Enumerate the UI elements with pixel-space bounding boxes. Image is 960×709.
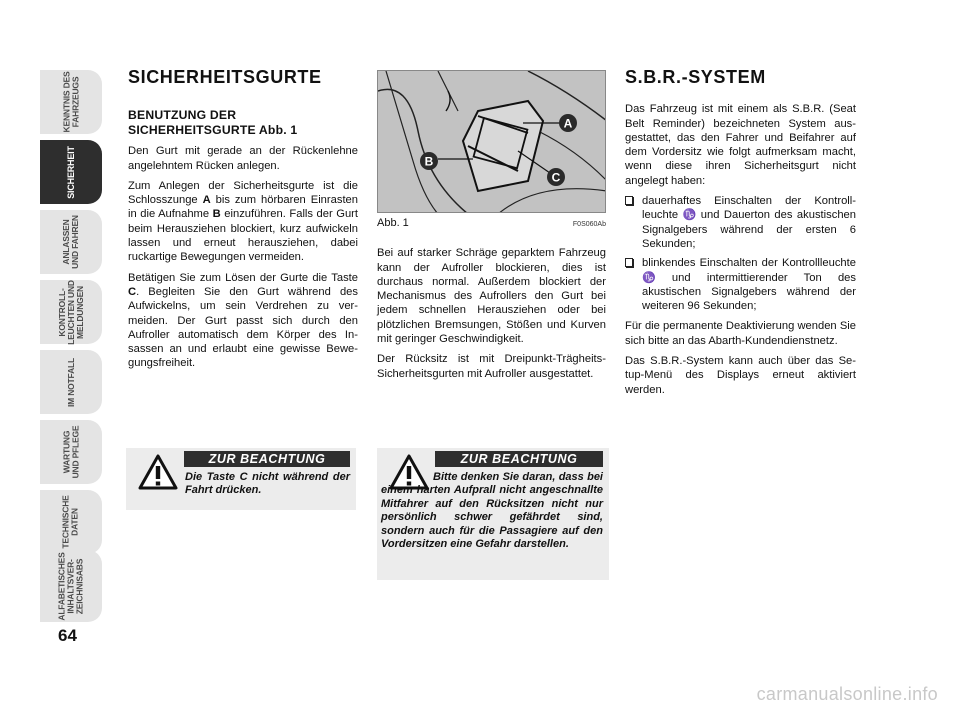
- figure-seatbelt-buckle: [377, 70, 606, 213]
- callout-c-label: C: [551, 170, 561, 185]
- label-a: A: [202, 194, 211, 207]
- tab-kontrollleuchten[interactable]: [40, 280, 102, 344]
- tab-sicherheit[interactable]: [40, 140, 102, 204]
- figure-code: F0S060Ab: [572, 221, 606, 228]
- text-run: und Dauerton des akustischen Signalgebers während der ersten 6 Sekunden;: [642, 209, 856, 250]
- warning-box: [126, 448, 356, 510]
- tab-label: ANLASSEN UND FAHREN: [60, 215, 80, 269]
- column-figure: [377, 70, 606, 387]
- list-item: [625, 194, 856, 251]
- section-title: SICHERHEITSGURTE: [128, 67, 322, 87]
- text-run: bis zum hörbaren Einrasten in die Aufnahme: [128, 194, 358, 221]
- subsection-title-line1: BENUTZUNG DER: [128, 108, 237, 123]
- tab-label: TECHNISCHE DATEN: [60, 495, 80, 549]
- paragraph: Für die permanente Deaktivierung wenden Sie sich bitte an das Abarth-Kundendienstnetz.: [625, 320, 856, 347]
- seatbelt-warning-icon: ♑: [642, 271, 656, 284]
- paragraph: Bei auf starker Schräge geparktem Fahrzeug kann der Aufroller blockieren, dies ist durchaus normal. Außerdem blockiert der Mechanismus des Aufrollers den Gurt bei jedem schnellen Herausziehen oder bei plötzlichen Bremsungen, Stößen und Kurven mit geringer Geschwindigkeit.: [377, 247, 606, 346]
- warning-text: Die Taste C nicht während der Fahrt drücken.: [185, 471, 350, 497]
- tab-label: ALFABETISCHES INHALTSVER- ZEICHNISABS: [56, 551, 85, 621]
- warning-triangle-icon: [138, 454, 178, 490]
- callout-b-label: B: [424, 154, 434, 169]
- section-title: S.B.R.-SYSTEM: [625, 67, 766, 87]
- paragraph: Der Rücksitz ist mit Dreipunkt-TrägheitsSicherheitsgurten mit Aufroller ausgestattet.: [377, 353, 606, 380]
- tab-anlassen[interactable]: [40, 210, 102, 274]
- tab-label: SICHERHEIT: [65, 145, 76, 199]
- label-c: C: [128, 285, 137, 298]
- warning-heading: ZUR BEACHTUNG: [184, 451, 350, 467]
- checkbox-bullet-icon: [625, 258, 633, 267]
- warning-box: [377, 448, 609, 580]
- callout-a-label: A: [563, 116, 573, 131]
- tab-label: KONTROLL- LEUCHTEN UND MELDUNGEN: [56, 279, 85, 345]
- warning-text: Bitte denken Sie daran, dass bei einem harten Aufprall nicht angeschnallte Mitfahrer auf den Rücksitzen nicht nur persönlich schwer gefährdet sind, sondern auch für die Passagiere auf den Vordersitzen eine Gefahr darstellen.: [381, 471, 603, 551]
- subsection-title-line2: SICHERHEITSGURTE Abb. 1: [128, 123, 298, 138]
- text-run: . Begleiten Sie den Gurt während des Aufwickelns, um sein Verdrehen zu vermeiden. Der Gurt passt sich durch den Aufroller automatisch dem Körper des Insassen an und erlaubt eine gewisse Bewegungsfreiheit.: [128, 285, 358, 370]
- text-run: Zum Anlegen der Sicherheitsgurte ist die Schlosszunge: [128, 179, 358, 207]
- paragraph: [128, 271, 358, 371]
- figure-caption: [377, 216, 606, 232]
- paragraph: Das S.B.R.-System kann auch über das Setup-Menü des Displays erneut aktiviert werden.: [625, 355, 856, 396]
- page-number: 64: [58, 626, 77, 645]
- text-run: dauerhaftes Einschalten der Kontrollleuchte: [642, 195, 856, 222]
- tab-index[interactable]: [40, 550, 102, 622]
- paragraph: [128, 179, 358, 265]
- tab-technische-daten[interactable]: [40, 490, 102, 554]
- subsection-title: [128, 108, 358, 138]
- warning-heading: ZUR BEACHTUNG: [435, 451, 603, 467]
- label-b: B: [212, 208, 221, 221]
- text-run: blinkendes Einschalten der Kontrollleuchte: [642, 257, 856, 270]
- list-item: [625, 256, 856, 313]
- checkbox-bullet-icon: [625, 196, 633, 205]
- seatbelt-illustration: [378, 71, 606, 213]
- text-run: und intermittierender Ton des akustischen Signalgebers während der weiteren 96 Sekunden;: [642, 271, 856, 313]
- tab-label: IM NOTFALL: [65, 357, 76, 407]
- paragraph: Den Gurt mit gerade an der Rückenlehne angelehntem Rücken anlegen.: [128, 145, 358, 172]
- tab-kenntnis[interactable]: [40, 70, 102, 134]
- text-run: einzuführen. Falls der Gurt beim Herausziehen blockiert, kurz aufwickeln lassen und erneut herausziehen, dabei ruckartige Bewegungen vermeiden.: [128, 208, 359, 264]
- figure-caption-label: Abb. 1: [377, 217, 409, 229]
- paragraph: Das Fahrzeug ist mit einem als S.B.R. (Seat Belt Reminder) bezeichneten System ausgestattet, das den Fahrer und Beifahrer auf dem Vordersitz wie folgt aufmerksam macht, wenn diese ihren Sicherheitsgurt nicht angelegt haben:: [625, 103, 856, 187]
- bullet-list: [625, 194, 856, 313]
- watermark: carmanualsonline.info: [756, 684, 938, 704]
- column-sbr-system: [625, 67, 856, 403]
- column-seatbelts: [128, 67, 359, 377]
- tab-label: KENNTNIS DES FAHRZEUGS: [60, 71, 80, 133]
- tab-wartung[interactable]: [40, 420, 102, 484]
- seatbelt-warning-icon: ♑: [682, 209, 697, 222]
- tab-im-notfall[interactable]: [40, 350, 102, 414]
- tab-label: WARTUNG UND PFLEGE: [61, 425, 80, 479]
- text-run: Betätigen Sie zum Lösen der Gurte die Taste: [128, 271, 358, 284]
